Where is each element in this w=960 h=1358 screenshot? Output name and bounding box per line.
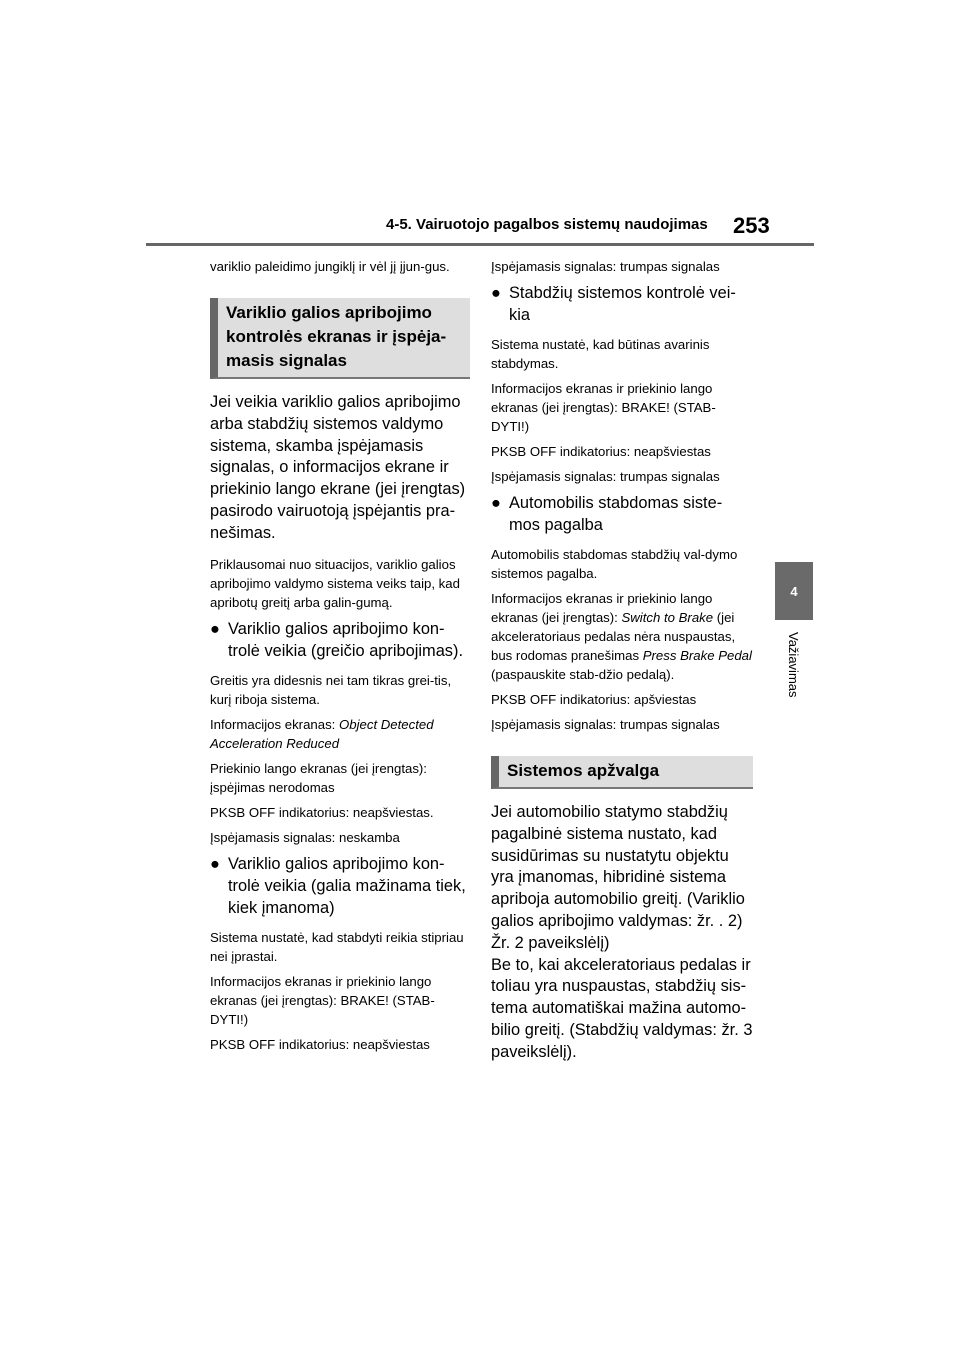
paragraph: Informacijos ekranas ir priekinio lango ekranas (jei įrengtas): BRAKE! (STAB-DYTI!): [491, 381, 716, 434]
header-divider: [146, 243, 814, 246]
paragraph: Be to, kai akceleratoriaus pedalas ir toliau yra nuspaustas, stabdžių sis-tema automatiškai mažina automo-bilio greitį. (Stabdžių valdymas: žr. 3 paveikslėlį).: [491, 955, 753, 1061]
bullet-dot-icon: ●: [210, 619, 220, 638]
section-heading-box: [491, 756, 753, 789]
bullet-item: [210, 853, 470, 919]
paragraph: Priklausomai nuo situacijos, variklio galios apribojimo valdymo sistema veiks taip, kad apribotų greitį arba galin-gumą.: [210, 556, 460, 610]
bullet-item: [210, 618, 470, 662]
paragraph: Priekinio lango ekranas (jei įrengtas): įspėjimas nerodomas: [210, 760, 427, 795]
paragraph: Automobilis stabdomas stabdžių val-dymo sistemos pagalba.: [491, 547, 738, 581]
paragraph: PKSB OFF indikatorius: neapšviestas: [491, 444, 711, 459]
bullet-text: Automobilis stabdomas siste-mos pagalba: [509, 494, 723, 534]
paragraph: Įspėjamasis signalas: trumpas signalas: [491, 259, 720, 274]
bullet-dot-icon: ●: [491, 284, 501, 302]
paragraph: Jei veikia variklio galios apribojimo arba stabdžių sistemos valdymo sistema, skamba įspėjamasis signalas, o informacijos ekrane ir priekinio lango ekrane (jei įrengtas) pasirodo vairuotoją įspėjantis pra-nešimas.: [210, 393, 466, 542]
bullet-text: Variklio galios apribojimo kon-trolė veikia (galia mažinama tiek, kiek įmanoma): [228, 854, 466, 917]
heading-line: masis signalas: [226, 351, 347, 370]
chapter-name: Važiavimas: [786, 632, 801, 698]
paragraph: Įspėjamasis signalas: neskamba: [210, 829, 400, 845]
paragraph: PKSB OFF indikatorius: neapšviestas: [210, 1036, 430, 1052]
page-number: 253: [733, 213, 770, 238]
paragraph: PKSB OFF indikatorius: apšviestas: [491, 692, 697, 707]
bullet-text: Variklio galios apribojimo kon-trolė veikia (greičio apribojimas).: [228, 619, 464, 660]
text: Informacijos ekranas:: [210, 716, 339, 732]
paragraph: Sistema nustatė, kad stabdyti reikia stipriau nei įprastai.: [210, 929, 464, 964]
bullet-dot-icon: ●: [491, 494, 501, 512]
text: Informacijos ekranas ir priekinio lango ekranas (jei įrengtas):: [491, 591, 713, 625]
paragraph: [491, 589, 753, 684]
left-column: [210, 257, 470, 1060]
bullet-dot-icon: ●: [210, 854, 220, 873]
paragraph: Įspėjamasis signalas: trumpas signalas: [491, 469, 720, 484]
paragraph: variklio paleidimo jungiklį ir vėl jį įjun-gus.: [210, 259, 450, 274]
display-message: Object Detected Acceleration Reduced: [210, 716, 434, 751]
bullet-item: [491, 282, 753, 326]
paragraph: [210, 715, 470, 753]
paragraph: Įspėjamasis signalas: trumpas signalas: [491, 717, 720, 732]
paragraph: Jei automobilio statymo stabdžių pagalbinė sistema nustato, kad susidūrimas su nustatytu objektu yra įmanomas, hibridinė sistema apriboja automobilio greitį. (Variklio galios apribojimo valdymas: žr. . 2) Žr. 2 paveikslėlį): [491, 803, 745, 952]
paragraph: PKSB OFF indikatorius: neapšviestas.: [210, 804, 434, 820]
paragraph: Sistema nustatė, kad būtinas avarinis stabdymas.: [491, 337, 710, 371]
paragraph: Informacijos ekranas ir priekinio lango ekranas (jei įrengtas): BRAKE! (STAB-DYTI!): [210, 973, 435, 1027]
heading-line: Variklio galios apribojimo: [226, 303, 432, 322]
chapter-number: 4: [790, 583, 798, 599]
text: (paspauskite stab-džio pedalą).: [491, 667, 675, 682]
bullet-text: Stabdžių sistemos kontrolė vei-kia: [509, 284, 736, 324]
section-heading-box: [210, 298, 470, 379]
paragraph: Greitis yra didesnis nei tam tikras grei-tis, kurį riboja sistema.: [210, 672, 452, 707]
heading-line: kontrolės ekranas ir įspėja-: [226, 327, 447, 346]
text: (jei akceleratoriaus pedalas nėra nuspaustas, bus rodomas pranešimas: [491, 610, 736, 663]
right-column: [491, 257, 753, 1074]
section-title: 4-5. Vairuotojo pagalbos sistemų naudojimas: [386, 216, 708, 233]
display-message: Switch to Brake: [621, 610, 714, 625]
heading-line: Sistemos apžvalga: [507, 761, 660, 780]
chapter-tab[interactable]: [775, 562, 813, 620]
bullet-item: [491, 492, 753, 536]
display-message: Press Brake Pedal: [642, 648, 752, 663]
